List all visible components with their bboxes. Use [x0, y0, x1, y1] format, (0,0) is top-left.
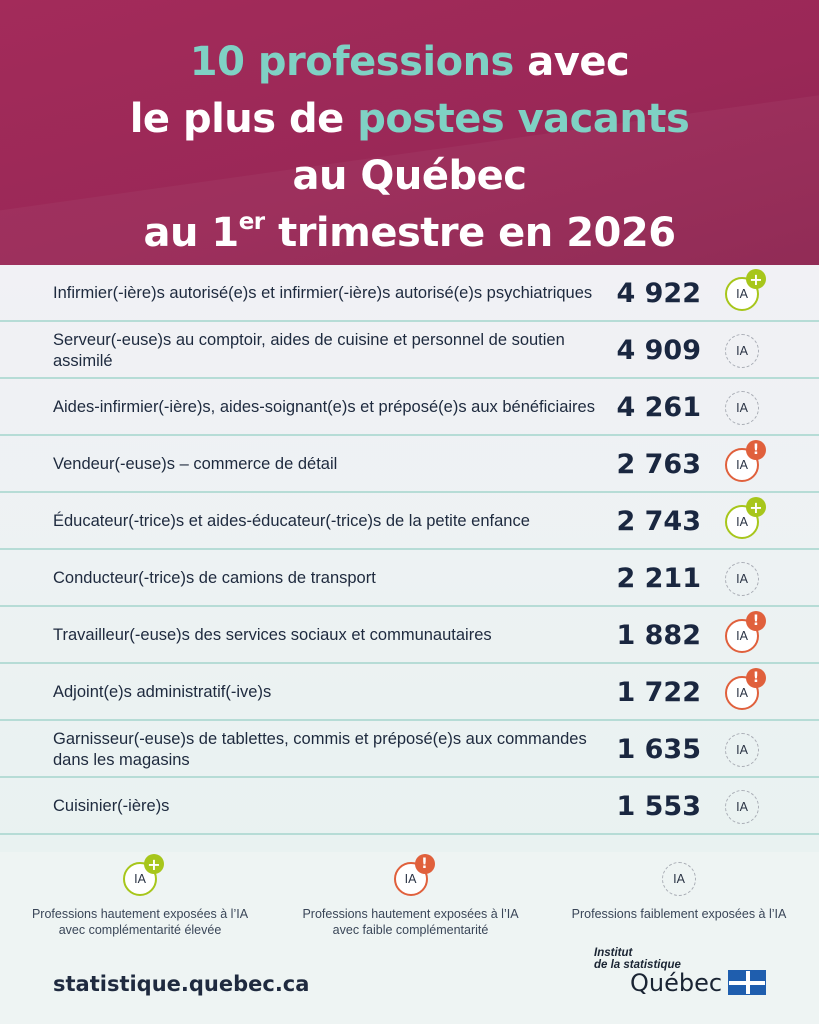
profession-label: Infirmier(-ière)s autorisé(e)s et infirmier(-ière)s autorisé(e)s psychiatriques — [53, 284, 593, 302]
vacancy-count: 4 261 — [616, 392, 701, 423]
ai-exposure-low-complementarity-icon: IA ! — [725, 448, 759, 482]
title-line-1: 10 professions avec — [189, 39, 630, 85]
legend-high-complementarity — [15, 854, 265, 938]
list-item — [0, 778, 819, 835]
ai-exposure-low-icon: IA — [725, 733, 759, 767]
profession-label: Aides-infirmier(-ière)s, aides-soignant(e)s et préposé(e)s aux bénéficiaires — [53, 398, 595, 416]
profession-label: Adjoint(e)s administratif(-ive)s — [53, 683, 272, 701]
ai-exposure-high-complementarity-icon: IA + — [123, 862, 157, 896]
ai-exposure-low-complementarity-icon: IA ! — [725, 619, 759, 653]
profession-label: Garnisseur(-euse)s de tablettes, commis et préposé(e)s aux commandes dans les magasins — [53, 729, 587, 769]
list-item — [0, 664, 819, 721]
website-link[interactable]: statistique.quebec.ca — [53, 972, 310, 996]
profession-label: Travailleur(-euse)s des services sociaux et communautaires — [53, 626, 492, 644]
list-item — [0, 265, 819, 322]
legend-low-complementarity — [283, 856, 538, 938]
vacancy-count: 2 211 — [616, 563, 701, 594]
list-item — [0, 436, 819, 493]
legend-text: Professions faiblement exposées à l’IA — [571, 907, 787, 921]
vacancy-count: 1 722 — [616, 677, 701, 708]
title-line-4: au 1er trimestre en 2026 — [143, 209, 676, 256]
ai-exposure-low-complementarity-icon: IA ! — [725, 676, 759, 710]
exclamation-icon: ! — [746, 611, 766, 631]
header-banner — [0, 0, 819, 265]
vacancy-count: 1 882 — [616, 620, 701, 651]
vacancy-count: 4 922 — [616, 278, 701, 309]
ai-exposure-low-icon: IA — [662, 862, 696, 896]
ai-exposure-high-complementarity-icon: IA + — [725, 277, 759, 311]
title-line-3: au Québec — [292, 153, 527, 199]
profession-label: Éducateur(-trice)s et aides-éducateur(-trice)s de la petite enfance — [53, 512, 530, 530]
title-line-2: le plus de postes vacants — [129, 96, 690, 142]
vacancy-count: 2 763 — [616, 449, 701, 480]
list-item — [0, 550, 819, 607]
vacancy-count: 1 553 — [616, 791, 701, 822]
list-item — [0, 322, 819, 379]
profession-label: Cuisinier(-ière)s — [53, 797, 170, 815]
plus-icon: + — [144, 854, 164, 874]
plus-icon: + — [746, 269, 766, 289]
ai-exposure-low-icon: IA — [725, 391, 759, 425]
list-item — [0, 607, 819, 664]
isq-logo: Institut de la statistique Québec — [588, 945, 778, 1000]
exclamation-icon: ! — [746, 440, 766, 460]
profession-label: Vendeur(-euse)s – commerce de détail — [53, 455, 338, 473]
vacancy-count: 2 743 — [616, 506, 701, 537]
list-item — [0, 493, 819, 550]
ai-exposure-high-complementarity-icon: IA + — [725, 505, 759, 539]
legend-text: Professions hautement exposées à l’IA avec complémentarité élevée — [31, 907, 249, 937]
list-item — [0, 379, 819, 436]
profession-list — [0, 265, 819, 852]
plus-icon: + — [746, 497, 766, 517]
profession-label: Conducteur(-trice)s de camions de transport — [53, 569, 376, 587]
legend-low-exposure — [553, 862, 805, 922]
vacancy-count: 4 909 — [616, 335, 701, 366]
legend-text: Professions hautement exposées à l’IA avec faible complémentarité — [302, 907, 519, 937]
exclamation-icon: ! — [415, 854, 435, 874]
page-title — [0, 34, 819, 262]
vacancy-count: 1 635 — [616, 734, 701, 765]
ai-exposure-low-icon: IA — [725, 790, 759, 824]
ai-exposure-low-complementarity-icon: IA ! — [394, 862, 428, 896]
ai-exposure-low-icon: IA — [725, 562, 759, 596]
exclamation-icon: ! — [746, 668, 766, 688]
ai-exposure-low-icon: IA — [725, 334, 759, 368]
profession-label: Serveur(-euse)s au comptoir, aides de cuisine et personnel de soutien assimilé — [53, 330, 565, 370]
quebec-flag-icon — [728, 970, 766, 995]
list-item — [0, 721, 819, 778]
